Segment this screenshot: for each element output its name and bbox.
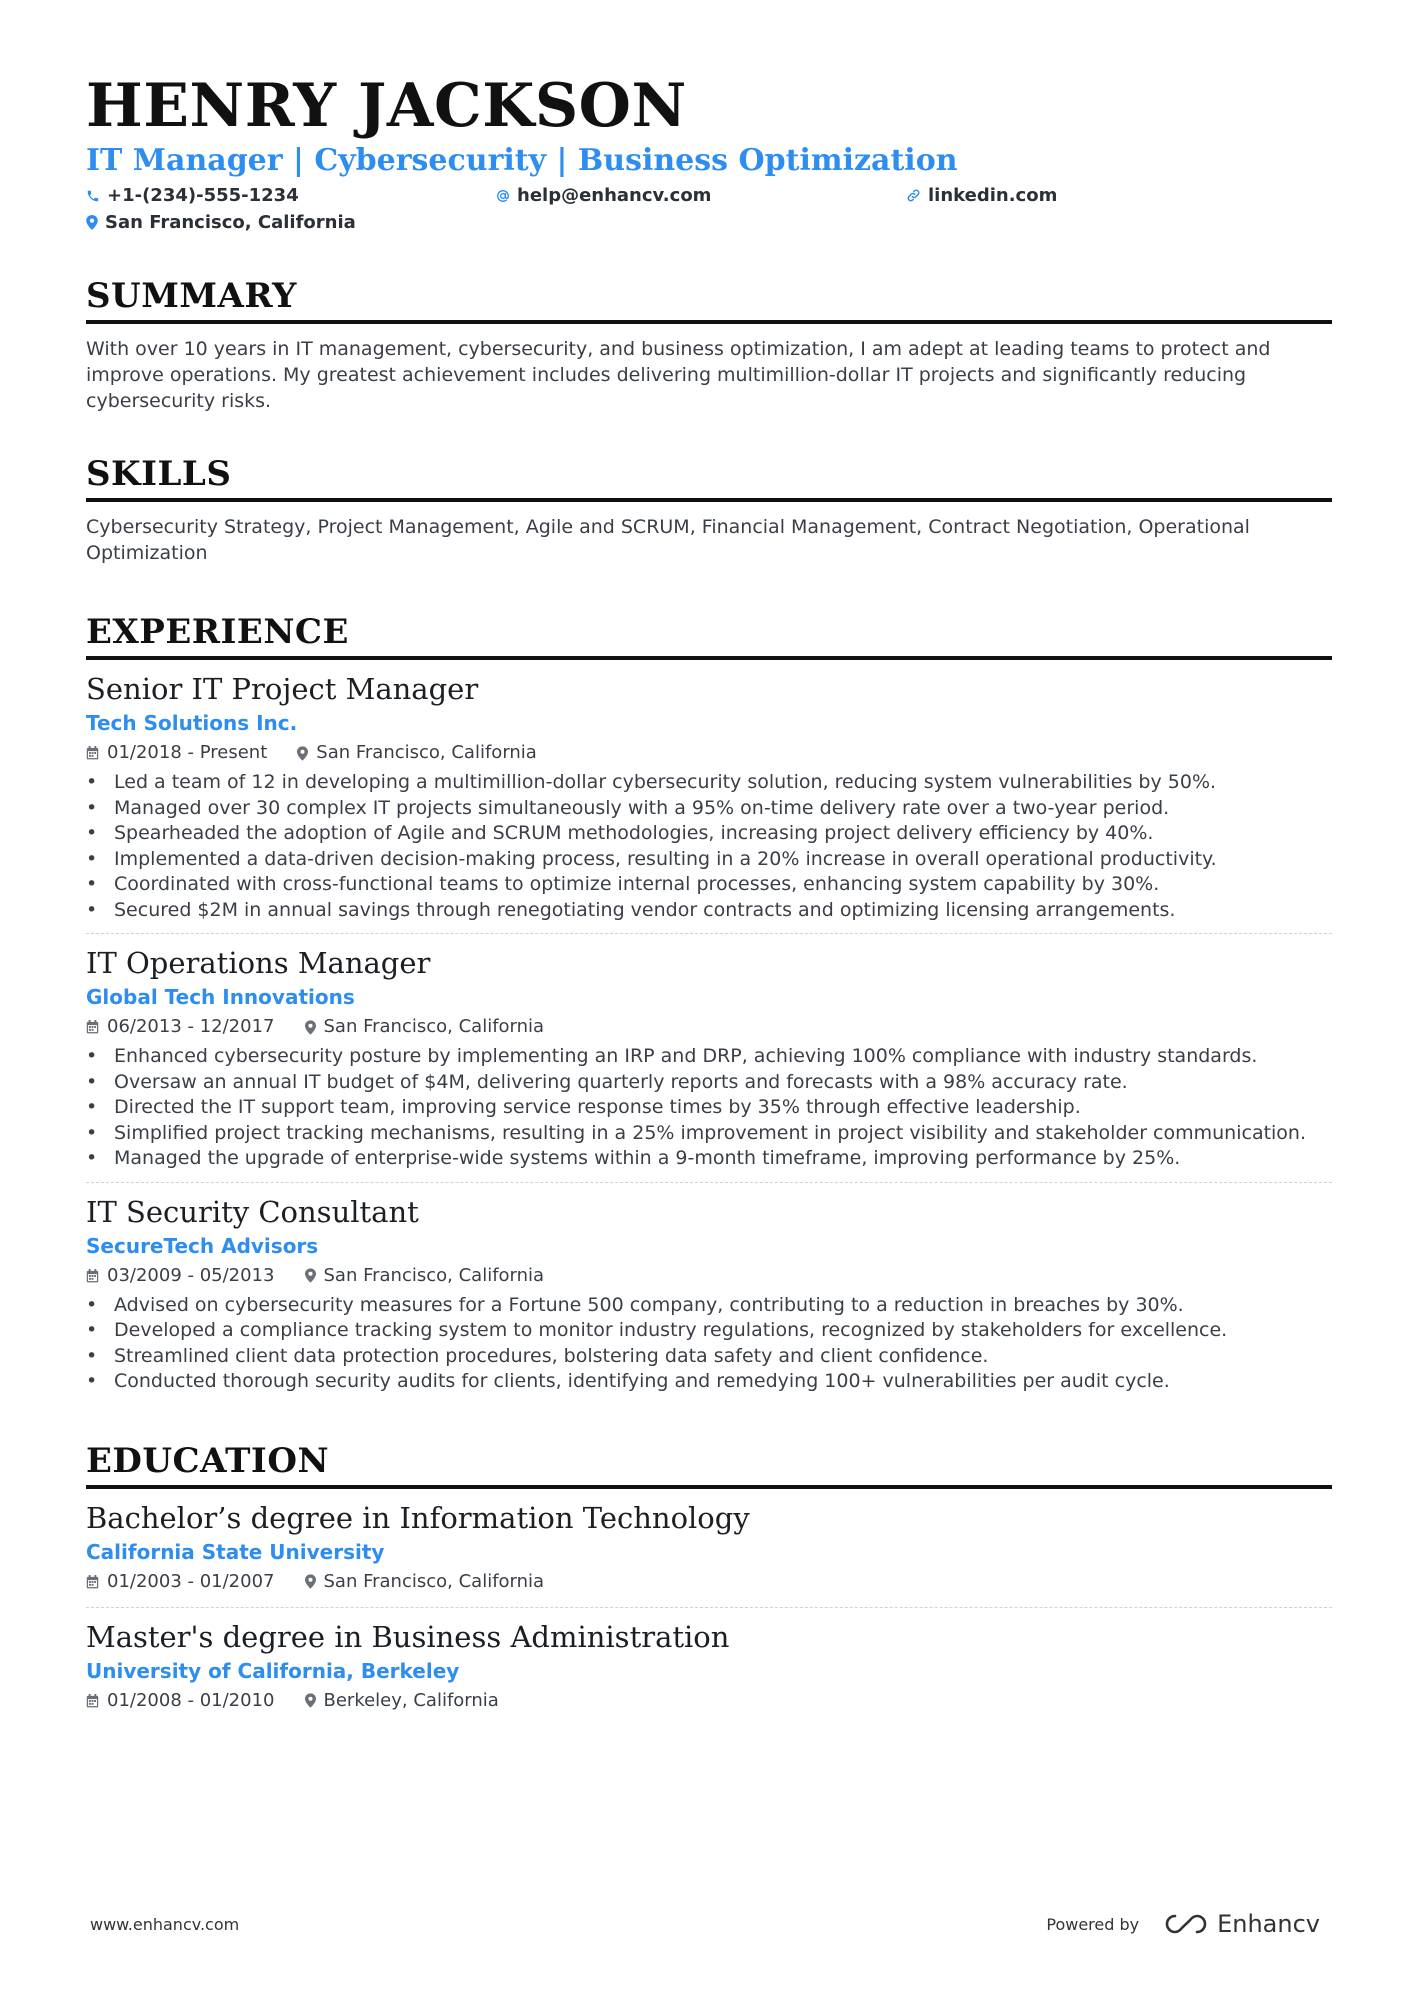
link-icon <box>906 188 921 203</box>
achievement-item: • Implemented a data-driven decision-making process, resulting in a 20% increase in overall operational productivity. <box>86 847 1332 873</box>
entry-dates <box>86 738 267 768</box>
location-pin-icon <box>86 215 98 230</box>
education-section <box>86 1441 1332 1726</box>
entry-meta <box>86 738 1332 768</box>
company-name[interactable]: SecureTech Advisors <box>86 1233 319 1258</box>
resume-page <box>86 70 1332 1726</box>
achievement-item: • Conducted thorough security audits for clients, identifying and remedying 100+ vulnerabilities per audit cycle. <box>86 1369 1332 1395</box>
company-name[interactable]: Global Tech Innovations <box>86 985 355 1009</box>
education-entry <box>86 1489 1332 1607</box>
candidate-headline: IT Manager | Cybersecurity | Business Optimization <box>86 143 958 178</box>
entry-meta <box>86 1567 1332 1597</box>
email-text: help@enhancv.com <box>517 185 712 206</box>
website-link[interactable]: www.enhancv.com <box>90 1914 240 1934</box>
achievement-item: • Oversaw an annual IT budget of $4M, delivering quarterly reports and forecasts with a 98% accuracy rate. <box>86 1070 1332 1096</box>
entry-meta <box>86 1261 1332 1291</box>
page-footer <box>90 1910 1320 1938</box>
dates-text: 06/2013 - 12/2017 <box>107 1016 275 1037</box>
candidate-name: HENRY JACKSON <box>86 71 687 141</box>
calendar-icon <box>86 1269 99 1283</box>
location-pin-icon <box>305 1020 316 1035</box>
brand-logo[interactable] <box>1163 1910 1320 1938</box>
phone-text: +1-(234)-555-1234 <box>107 185 299 206</box>
entry-dates <box>86 1686 275 1716</box>
contact-phone[interactable] <box>86 182 496 209</box>
location-text: San Francisco, California <box>323 1570 545 1592</box>
degree-title: Bachelor’s degree in Information Technology <box>86 1500 750 1535</box>
experience-entry <box>86 660 1332 933</box>
powered-by <box>1046 1910 1320 1938</box>
calendar-icon <box>86 1694 99 1708</box>
experience-entry <box>86 1182 1332 1405</box>
education-entry <box>86 1607 1332 1726</box>
degree-title: Master's degree in Business Administration <box>86 1619 730 1654</box>
entry-dates <box>86 1567 275 1597</box>
entry-location <box>305 1261 545 1291</box>
dates-text: 01/2008 - 01/2010 <box>107 1689 275 1711</box>
achievement-list <box>86 770 1332 923</box>
entry-meta <box>86 1686 1332 1716</box>
location-pin-icon <box>305 1268 316 1283</box>
dates-text: 01/2018 - Present <box>107 742 268 763</box>
achievement-list <box>86 1044 1332 1172</box>
location-text: San Francisco, California <box>105 212 356 233</box>
achievement-item: • Developed a compliance tracking system to monitor industry regulations, recognized by stakeholders for excellence. <box>86 1318 1332 1344</box>
dates-text: 01/2003 - 01/2007 <box>107 1570 275 1592</box>
achievement-item: • Streamlined client data protection procedures, bolstering data safety and client confidence. <box>86 1344 1332 1370</box>
calendar-icon <box>86 746 99 760</box>
entry-meta <box>86 1012 1332 1042</box>
experience-entry <box>86 933 1332 1182</box>
dates-text: 03/2009 - 05/2013 <box>107 1264 275 1286</box>
skills-title: SKILLS <box>86 454 1332 502</box>
location-text: San Francisco, California <box>316 742 537 763</box>
skills-text: Cybersecurity Strategy, Project Management, Agile and SCRUM, Financial Management, Contract Negotiation, Operational Optimization <box>86 516 1250 564</box>
skills-section <box>86 454 1332 566</box>
location-text: San Francisco, California <box>323 1016 545 1037</box>
entry-location <box>305 1012 545 1042</box>
contact-linkedin[interactable] <box>906 182 1057 209</box>
location-pin-icon <box>297 746 308 761</box>
entry-dates <box>86 1261 275 1291</box>
entry-location <box>297 738 537 768</box>
achievement-list <box>86 1293 1332 1395</box>
phone-icon <box>86 189 100 203</box>
location-text: San Francisco, California <box>323 1264 545 1286</box>
school-name[interactable]: California State University <box>86 1539 385 1564</box>
job-title: IT Operations Manager <box>86 946 431 980</box>
achievement-item: • Spearheaded the adoption of Agile and SCRUM methodologies, increasing project delivery efficiency by 40%. <box>86 821 1332 847</box>
summary-text: With over 10 years in IT management, cybersecurity, and business optimization, I am adept at leading teams to protect and improve operations. My greatest achievement includes delivering multimillion-dollar IT projects and significantly reducing cybersecurity risks. <box>86 338 1271 412</box>
company-name[interactable]: Tech Solutions Inc. <box>86 711 298 735</box>
achievement-item: • Simplified project tracking mechanisms, resulting in a 25% improvement in project visibility and stakeholder communication. <box>86 1121 1332 1147</box>
powered-by-label: Powered by <box>1046 1914 1140 1934</box>
achievement-item: • Directed the IT support team, improving service response times by 35% through effective leadership. <box>86 1095 1332 1121</box>
experience-title: EXPERIENCE <box>86 612 1332 660</box>
contact-email[interactable] <box>496 182 906 209</box>
contact-row <box>86 182 1332 209</box>
contact-location <box>86 209 356 236</box>
location-pin-icon <box>305 1693 316 1708</box>
location-text: Berkeley, California <box>323 1689 499 1711</box>
contact-row-2 <box>86 209 1332 236</box>
at-sign-icon <box>496 189 510 203</box>
experience-section <box>86 612 1332 1405</box>
calendar-icon <box>86 1020 99 1034</box>
entry-location <box>305 1686 499 1716</box>
achievement-item: • Secured $2M in annual savings through renegotiating vendor contracts and optimizing licensing arrangements. <box>86 898 1332 924</box>
summary-section <box>86 276 1332 414</box>
linkedin-text: linkedin.com <box>928 185 1058 206</box>
entry-location <box>305 1567 545 1597</box>
achievement-item: • Coordinated with cross-functional teams to optimize internal processes, enhancing system capability by 30%. <box>86 872 1332 898</box>
school-name[interactable]: University of California, Berkeley <box>86 1658 460 1683</box>
education-title: EDUCATION <box>86 1441 1332 1489</box>
enhancv-logo-icon <box>1163 1912 1209 1936</box>
summary-title: SUMMARY <box>86 276 1332 324</box>
calendar-icon <box>86 1575 99 1589</box>
achievement-item: • Enhanced cybersecurity posture by implementing an IRP and DRP, achieving 100% compliance with industry standards. <box>86 1044 1332 1070</box>
achievement-item: • Advised on cybersecurity measures for a Fortune 500 company, contributing to a reduction in breaches by 30%. <box>86 1293 1332 1319</box>
brand-name: Enhancv <box>1217 1910 1320 1938</box>
job-title: IT Security Consultant <box>86 1194 419 1229</box>
achievement-item: • Managed over 30 complex IT projects simultaneously with a 95% on-time delivery rate over a two-year period. <box>86 796 1332 822</box>
entry-dates <box>86 1012 275 1042</box>
job-title: Senior IT Project Manager <box>86 672 479 706</box>
location-pin-icon <box>305 1574 316 1589</box>
achievement-item: • Managed the upgrade of enterprise-wide systems within a 9-month timeframe, improving performance by 25%. <box>86 1146 1332 1172</box>
achievement-item: • Led a team of 12 in developing a multimillion-dollar cybersecurity solution, reducing system vulnerabilities by 50%. <box>86 770 1332 796</box>
